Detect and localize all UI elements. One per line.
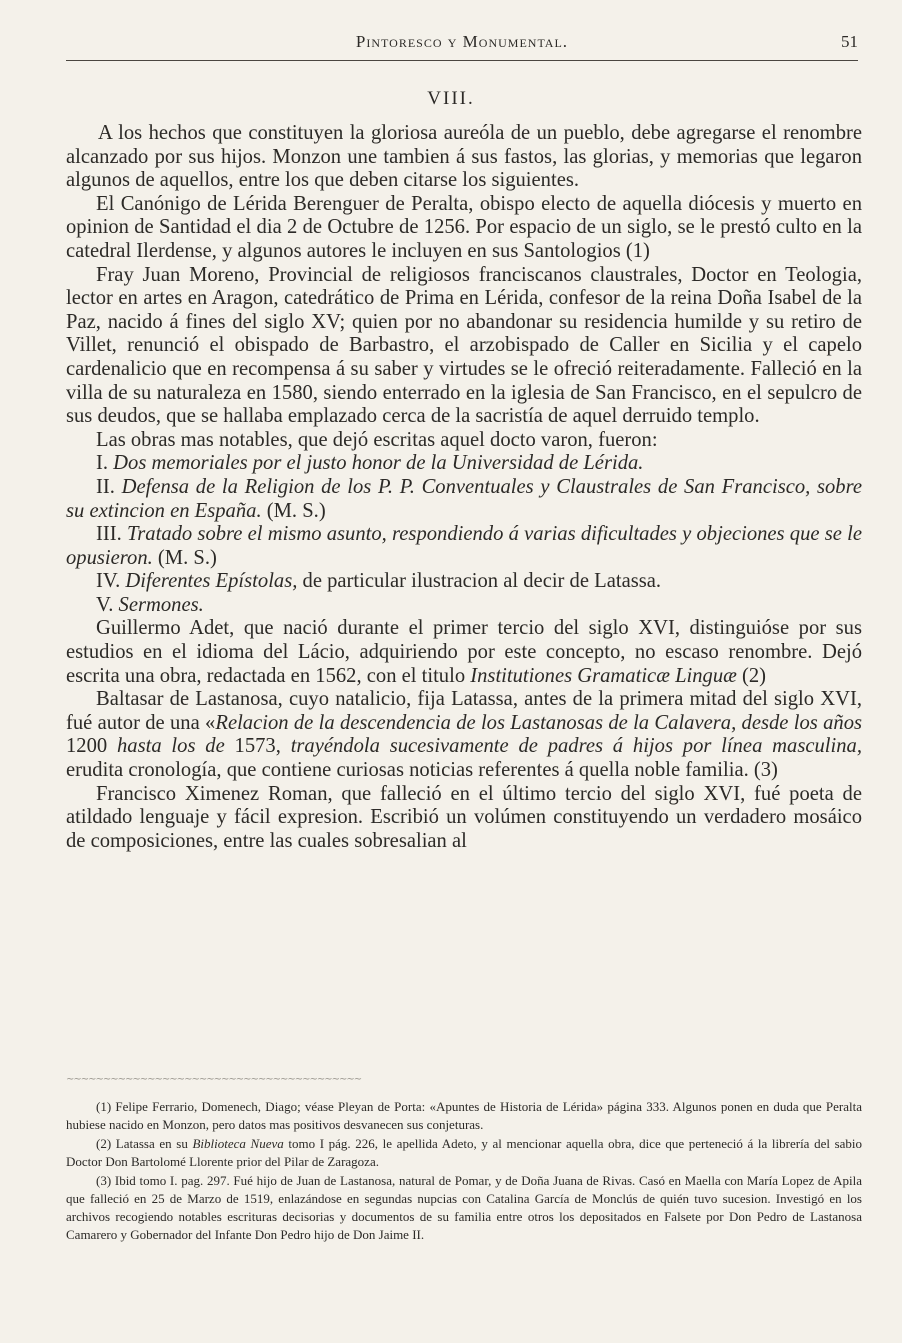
adet-text: Guillermo Adet, que nació durante el primer tercio del siglo XVI, distinguióse por sus estudios en el idioma del Lácio, adquiriendo por este concepto, no escaso renombre. Dejó escrita una obra, redactada en 1562, con el titulo <box>66 617 862 687</box>
lastanosa-text-b: erudita cronología, que contiene curiosas noticias referentes á quella noble familia. (3) <box>66 759 778 782</box>
footnote-2 <box>66 1135 862 1171</box>
paragraph-intro: A los hechos que constituyen la gloriosa aureóla de un pueblo, debe agregarse el renombre alcanzado por sus hijos. Monzon une tambien á sus fastos, las glorias, y memorias que legaron algunos de aquellos, entre los que deben citarse los siguientes. <box>66 122 862 192</box>
lastanosa-year-1: 1200 <box>66 735 108 758</box>
footnote-2-text-a: (2) Latassa en su <box>96 1136 188 1151</box>
work-item-1 <box>66 452 862 476</box>
work-number: III. <box>96 523 122 546</box>
work-title: Dos memoriales por el justo honor de la Universidad de Lérida. <box>113 452 644 475</box>
work-note: (M. S.) <box>266 499 326 522</box>
footnote-2-title: Biblioteca Nueva <box>192 1136 284 1151</box>
footnotes <box>66 1098 862 1245</box>
chapter-heading: VIII. <box>427 88 475 109</box>
main-text <box>66 122 862 853</box>
footnote-2-text-b: tomo I pág. 226, le apellida Adeto, y al mencionar aquella obra, dice que perteneció á la librería del sabio Doctor Don Bartolomé Llorente prior del Pilar de Zaragoza. <box>66 1136 863 1169</box>
work-number: IV. <box>96 570 121 593</box>
work-item-4 <box>66 570 862 594</box>
footnote-separator: ∼∼∼∼∼∼∼∼∼∼∼∼∼∼∼∼∼∼∼∼∼∼∼∼∼∼∼∼∼∼∼∼∼∼∼∼∼∼∼∼ <box>66 1074 362 1085</box>
lastanosa-title-3: trayéndola sucesivamente de padres á hijos por línea masculina, <box>290 735 862 758</box>
work-title: Diferentes Epístolas, <box>125 570 298 593</box>
paragraph-lastanosa <box>66 688 862 782</box>
adet-work-title: Institutiones Gramaticæ Linguæ <box>470 664 737 687</box>
work-title: Defensa de la Religion de los P. P. Conventuales y Claustrales de San Francisco, sobre su extincion en España. <box>66 475 862 522</box>
lastanosa-title-2: hasta los de <box>117 735 225 758</box>
footnote-ref-2: (2) <box>742 664 767 687</box>
work-number: II. <box>96 475 115 498</box>
paragraph-peralta: El Canónigo de Lérida Berenguer de Peralta, obispo electo de aquella diócesis y muerto en opinion de Santidad el dia 2 de Octubre de 1256. Por espacio de un siglo, se le prestó culto en la catedral Ilerdense, y algunos autores le incluyen en sus Santologios (1) <box>66 192 862 262</box>
running-title: Pintoresco y Monumental. <box>355 32 569 51</box>
work-note: (M. S.) <box>157 546 217 569</box>
work-item-5 <box>66 594 862 618</box>
page-number: 51 <box>841 32 858 51</box>
lastanosa-year-2: 1573, <box>234 735 281 758</box>
paragraph-moreno: Fray Juan Moreno, Provincial de religiosos franciscanos claustrales, Doctor en Teologia, lector en artes en Aragon, catedrático de Prima en Lérida, confesor de la reina Doña Isabel de la Paz, nacido á fines del siglo XV; quien por no abandonar su residencia humilde y su retiro de Villet, renunció el obispado de Barbastro, el arzobispado de Caller en Sicilia y el capelo cardenalicio que en recompensa á su saber y virtudes se le ofreció reiteradamente. Falleció en la villa de su naturaleza en 1580, siendo enterrado en la iglesia de San Francisco, en el sepulcro de sus deudos, que se hallaba emplazado cerca de la sacristía de aquel derruido templo. <box>66 263 862 428</box>
work-item-2 <box>66 476 862 523</box>
work-title: Sermones. <box>118 593 204 616</box>
work-item-3 <box>66 523 862 570</box>
lastanosa-text-a: Baltasar de Lastanosa, cuyo natalicio, fija Latassa, antes de la primera mitad del siglo XVI, fué autor de una « <box>66 688 862 734</box>
work-number: I. <box>96 452 109 475</box>
work-number: V. <box>96 593 114 616</box>
work-title: Tratado sobre el mismo asunto, respondiendo á varias dificultades y objeciones que se le opusieron. <box>66 523 862 569</box>
work-note: de particular ilustracion al decir de Latassa. <box>302 570 662 593</box>
footnote-1: (1) Felipe Ferrario, Domenech, Diago; véase Pleyan de Porta: «Apuntes de Historia de Lérida» página 333. Algunos ponen en duda que Peralta hubiese nacido en Monzon, pero datos mas positivos desvanecen sus conjeturas. <box>66 1099 862 1132</box>
page-header <box>66 26 858 61</box>
lastanosa-title-1: Relacion de la descendencia de los Lastanosas de la Calavera, desde los años <box>215 711 862 734</box>
paragraph-ximenez: Francisco Ximenez Roman, que falleció en el último tercio del siglo XVI, fué poeta de atildado lenguaje y fácil expresion. Escribió un volúmen constituyendo un verdadero mosáico de composiciones, entre las cuales sobresalian al <box>66 782 862 852</box>
paragraph-adet <box>66 617 862 688</box>
paragraph-works-intro: Las obras mas notables, que dejó escritas aquel docto varon, fueron: <box>96 428 658 451</box>
footnote-3: (3) Ibid tomo I. pag. 297. Fué hijo de Juan de Lastanosa, natural de Pomar, y de Doña Juana de Rivas. Casó en Maella con María Lopez de Apila que falleció en 25 de Marzo de 1519, enlazándose en segundas nupcias con Catalina García de Monclús de quién tuvo sucesion. Investigó en los archivos recogiendo notables escrituras decisorias y documentos de su familia entre otros los depositados en Falsete por Don Pedro de Lastanosa Camarero y Gobernador del Infante Don Pedro hijo de Don Jaime II. <box>66 1173 862 1242</box>
